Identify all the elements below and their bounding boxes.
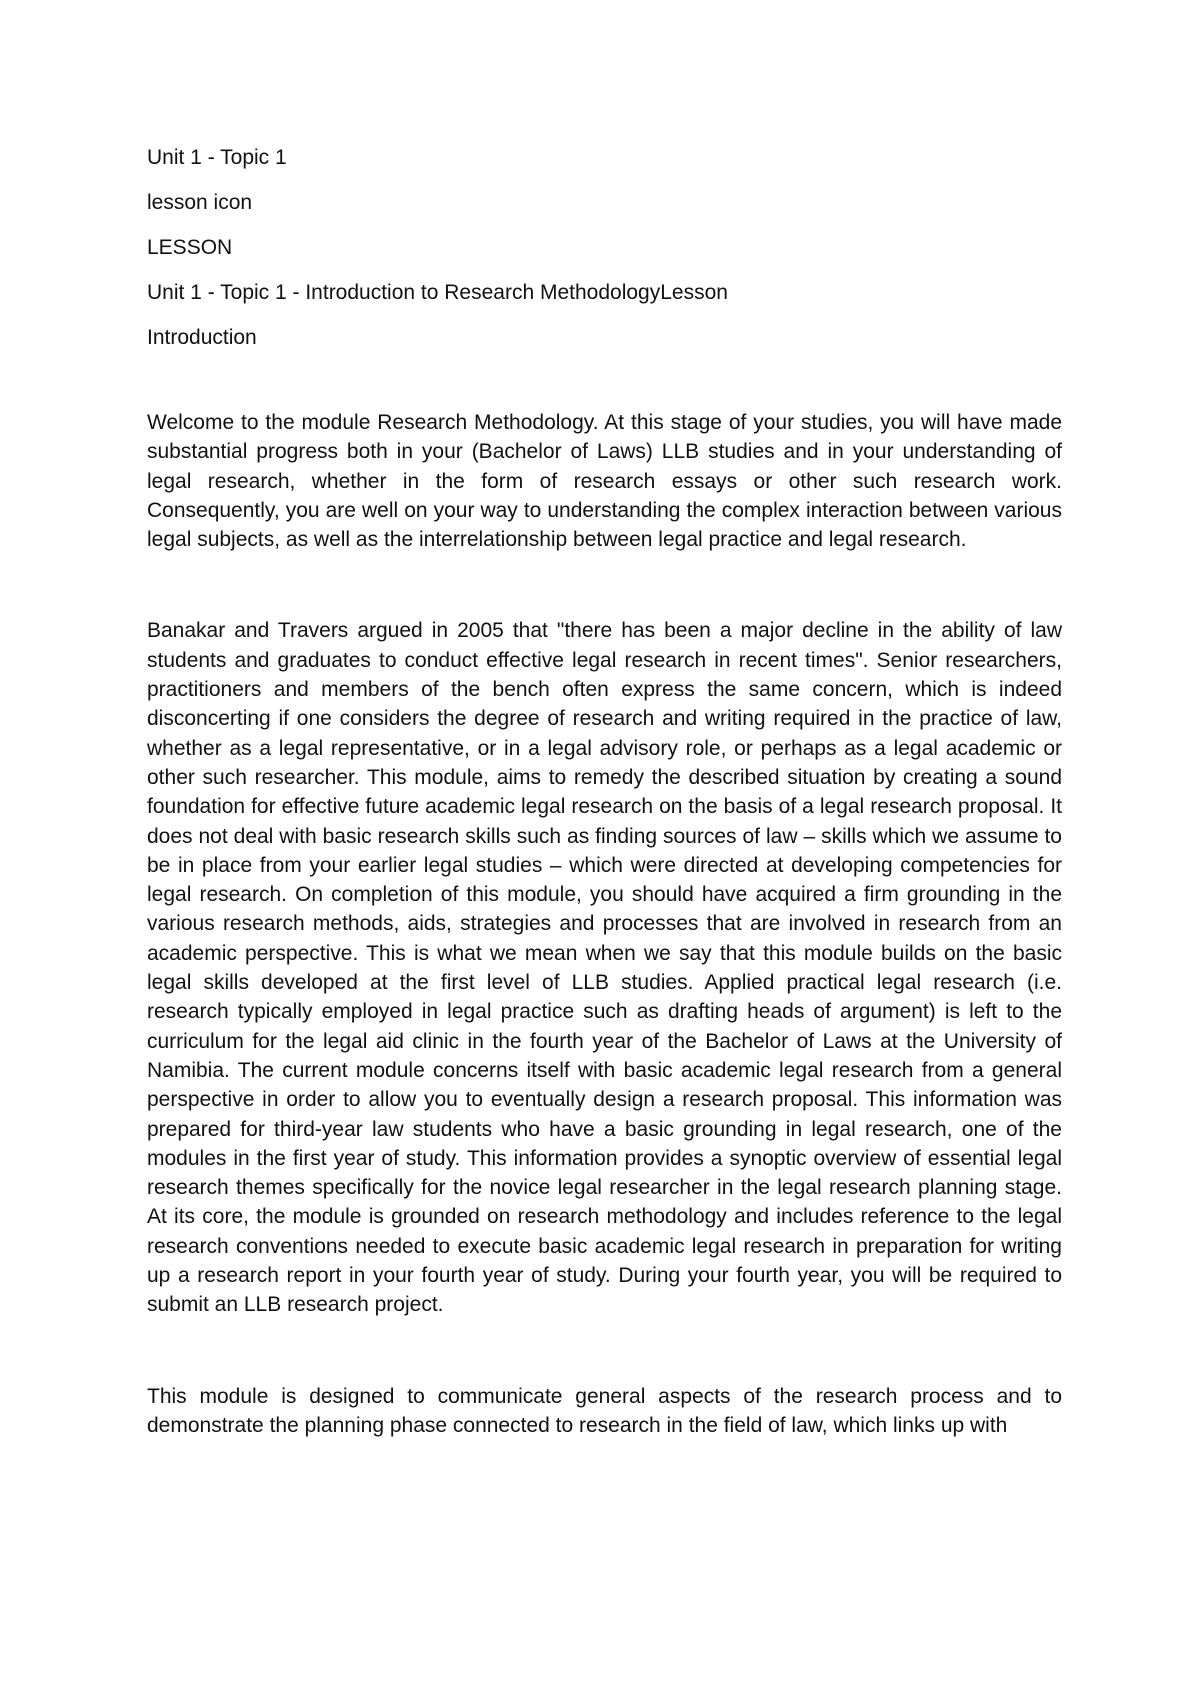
- unit-topic-label: Unit 1 - Topic 1: [147, 146, 287, 169]
- paragraph-welcome: Welcome to the module Research Methodology. At this stage of your studies, you will have made substantial progress both in your (Bachelor of Laws) LLB studies and in your understanding of legal research, whether in the form of research essays or other such research work. Consequently, you are well on your way to understanding the complex interaction between various legal subjects, as well as the interrelationship between legal practice and legal research.: [147, 411, 1062, 552]
- paragraph-banakar-travers: Banakar and Travers argued in 2005 that "there has been a major decline in the ability of law students and graduates to conduct effective legal research in recent times". Senior researchers, practitioners and members of the bench often express the same concern, which is indeed disconcerting if one considers the degree of research and writing required in the practice of law, whether as a legal representative, or in a legal advisory role, or perhaps as a legal academic or other such researcher. This module, aims to remedy the described situation by creating a sound foundation for effective future academic legal research on the basis of a legal research proposal. It does not deal with basic research skills such as finding sources of law – skills which we assume to be in place from your earlier legal studies – which were directed at developing competencies for legal research. On completion of this module, you should have acquired a firm grounding in the various research methods, aids, strategies and processes that are involved in research from an academic perspective. This is what we mean when we say that this module builds on the basic legal skills developed at the first level of LLB studies. Applied practical legal research (i.e. research typically employed in legal practice such as drafting heads of argument) is left to the curriculum for the legal aid clinic in the fourth year of the Bachelor of Laws at the University of Namibia. The current module concerns itself with basic academic legal research from a general perspective in order to allow you to eventually design a research proposal. This information was prepared for third-year law students who have a basic grounding in legal research, one of the modules in the first year of study. This information provides a synoptic overview of essential legal research themes specifically for the novice legal researcher in the legal research planning stage. At its core, the module is grounded on research methodology and includes reference to the legal research conventions needed to execute basic academic legal research in preparation for writing up a research report in your fourth year of study. During your fourth year, you will be required to submit an LLB research project.: [147, 619, 1062, 1317]
- paragraph-module-design: This module is designed to communicate general aspects of the research process and to demonstrate the planning phase connected to research in the field of law, which links up with: [147, 1384, 1062, 1437]
- lesson-title: Unit 1 - Topic 1 - Introduction to Research MethodologyLesson: [147, 281, 728, 304]
- lesson-icon-label: lesson icon: [147, 191, 253, 214]
- section-heading-introduction: Introduction: [147, 326, 257, 349]
- lesson-type-label: LESSON: [147, 236, 233, 259]
- spacer: [147, 371, 1062, 408]
- document-page: [147, 146, 1062, 1440]
